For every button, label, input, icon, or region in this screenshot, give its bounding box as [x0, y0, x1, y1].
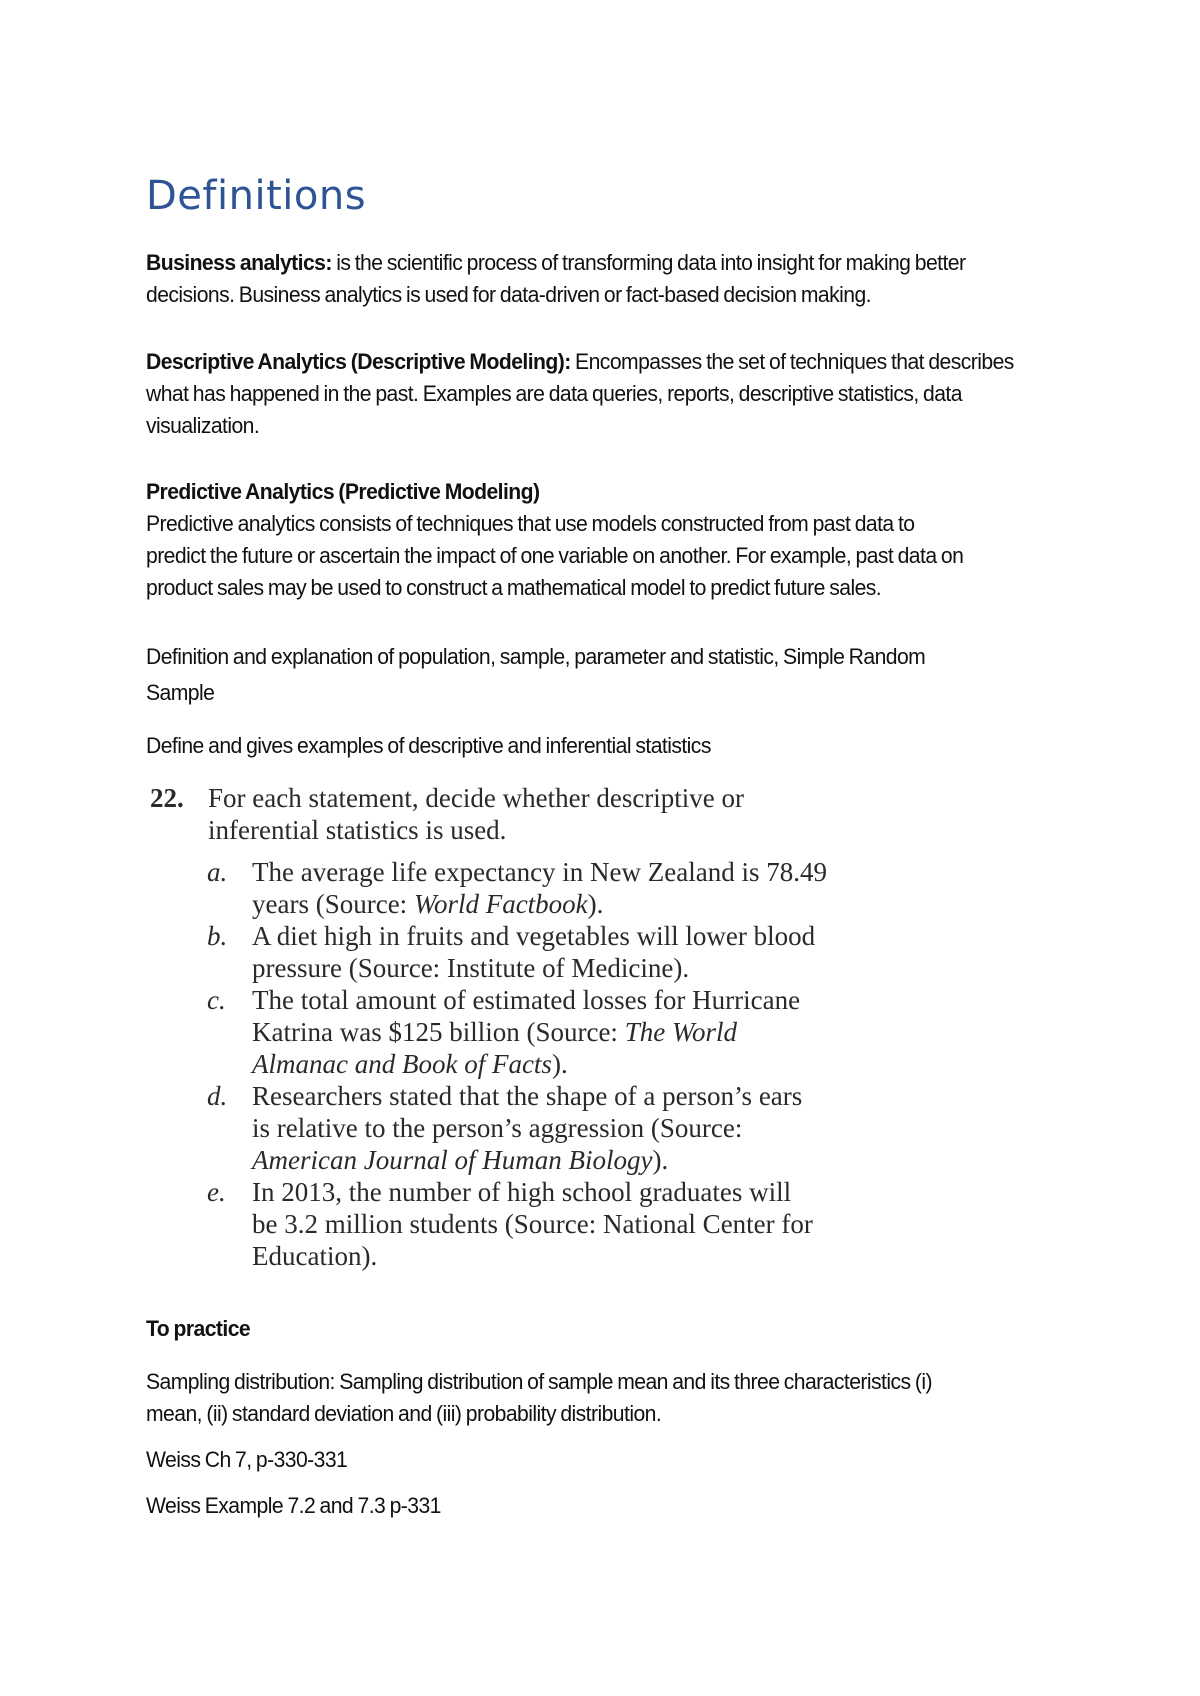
exercise-item-c	[150, 984, 870, 1080]
exercise-item-b-line-1: A diet high in fruits and vegetables will lower blood	[252, 921, 816, 951]
predictive-analytics-text-3: product sales may be used to construct a mathematical model to predict future sales.	[146, 575, 882, 600]
business-analytics-text-1: is the scientific process of transforming data into insight for making better	[331, 250, 966, 275]
exercise-item-d-line-1: Researchers stated that the shape of a person’s ears	[252, 1081, 803, 1111]
textbook-exercise	[150, 782, 870, 1272]
descriptive-analytics-definition	[146, 346, 1030, 442]
exercise-item-a-close: ).	[587, 889, 604, 919]
sampling-distribution-paragraph	[146, 1366, 1030, 1430]
population-sample-text-2: Sample	[146, 680, 215, 705]
exercise-item-c-close: ).	[551, 1049, 568, 1079]
population-sample-paragraph	[146, 639, 1030, 711]
exercise-item-letter: b.	[207, 921, 228, 951]
exercise-item-a-line-2	[252, 888, 870, 920]
descriptive-analytics-term: Descriptive Analytics (Descriptive Modeling):	[146, 349, 571, 374]
exercise-item-c-line-2	[252, 1016, 870, 1048]
business-analytics-definition	[146, 247, 1030, 311]
exercise-number: 22.	[150, 783, 184, 813]
sampling-distribution-text-1: Sampling distribution: Sampling distribution of sample mean and its three characteristics (i)	[146, 1369, 932, 1394]
descriptive-analytics-text-1: Encompasses the set of techniques that describes	[570, 349, 1014, 374]
exercise-item-letter: c.	[207, 985, 226, 1015]
predictive-analytics-term: Predictive Analytics (Predictive Modeling)	[146, 479, 540, 504]
exercise-prompt-line-2: inferential statistics is used.	[208, 815, 507, 845]
exercise-item-c-text: Katrina was $125 billion (Source:	[252, 1017, 625, 1047]
exercise-prompt-line-1: For each statement, decide whether descriptive or	[208, 783, 745, 813]
exercise-prompt	[150, 782, 870, 846]
descriptive-analytics-text-2: what has happened in the past. Examples are data queries, reports, descriptive statistics, data	[146, 381, 962, 406]
predictive-analytics-text-1: Predictive analytics consists of techniques that use models constructed from past data to	[146, 511, 915, 536]
exercise-item-letter: a.	[207, 857, 228, 887]
exercise-item-e-line-1: In 2013, the number of high school graduates will	[252, 1177, 792, 1207]
exercise-item-c-source-2: Almanac and Book of Facts	[252, 1049, 552, 1079]
exercise-item-e-line-3: Education).	[252, 1241, 378, 1271]
business-analytics-text-2: decisions. Business analytics is used for data-driven or fact-based decision making.	[146, 282, 872, 307]
business-analytics-line-1	[146, 247, 1030, 279]
exercise-item-a-text: years (Source:	[252, 889, 414, 919]
predictive-analytics-definition	[146, 476, 1030, 604]
descriptive-analytics-text-3: visualization.	[146, 413, 260, 438]
exercise-item-c-line-1: The total amount of estimated losses for Hurricane	[252, 985, 801, 1015]
weiss-reference-1: Weiss Ch 7, p-330-331	[146, 1447, 348, 1472]
descriptive-analytics-line-1	[146, 346, 1030, 378]
define-examples-paragraph: Define and gives examples of descriptive and inferential statistics	[146, 733, 711, 758]
exercise-item-d	[150, 1080, 870, 1176]
exercise-item-d-line-3	[252, 1144, 870, 1176]
exercise-item-a-line-1: The average life expectancy in New Zealand is 78.49	[252, 857, 827, 887]
exercise-item-a	[150, 856, 870, 920]
exercise-item-letter: d.	[207, 1081, 228, 1111]
exercise-item-b-line-2: pressure (Source: Institute of Medicine).	[252, 953, 690, 983]
exercise-item-c-source-1: The World	[624, 1017, 737, 1047]
population-sample-text-1: Definition and explanation of population, sample, parameter and statistic, Simple Random	[146, 644, 926, 669]
exercise-item-e-line-2: be 3.2 million students (Source: National Center for	[252, 1209, 813, 1239]
practice-heading: To practice	[146, 1316, 251, 1341]
exercise-item-b	[150, 920, 870, 984]
sampling-distribution-text-2: mean, (ii) standard deviation and (iii) probability distribution.	[146, 1401, 662, 1426]
weiss-reference-2: Weiss Example 7.2 and 7.3 p-331	[146, 1493, 441, 1518]
exercise-item-d-close: ).	[652, 1145, 669, 1175]
exercise-item-letter: e.	[207, 1177, 226, 1207]
exercise-item-d-source: American Journal of Human Biology	[252, 1145, 653, 1175]
exercise-item-c-line-3	[252, 1048, 870, 1080]
predictive-analytics-text-2: predict the future or ascertain the impact of one variable on another. For example, past data on	[146, 543, 964, 568]
exercise-item-d-line-2: is relative to the person’s aggression (Source:	[252, 1113, 743, 1143]
business-analytics-term: Business analytics:	[146, 250, 332, 275]
exercise-item-e	[150, 1176, 870, 1272]
exercise-item-a-source: World Factbook	[413, 889, 588, 919]
page-title: Definitions	[146, 173, 367, 219]
